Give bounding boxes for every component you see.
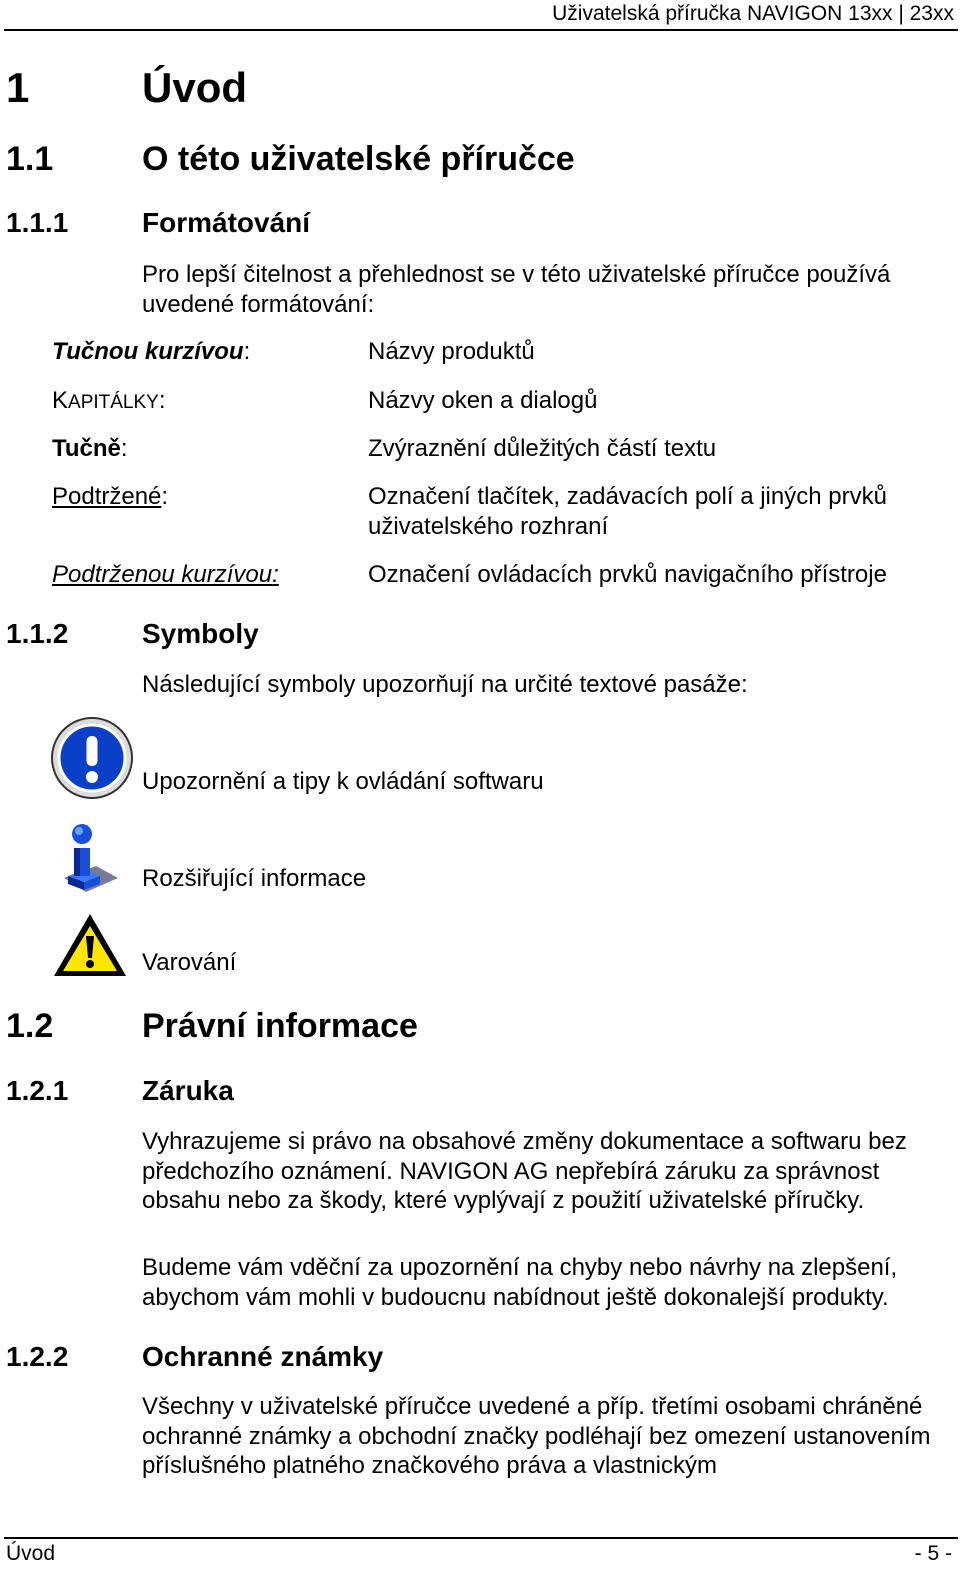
header-rule [4, 29, 958, 31]
running-header: Uživatelská příručka NAVIGON 13xx | 23xx [552, 2, 954, 25]
format-desc-underline-italic: Označení ovládacích prvků navigačního přístroje [368, 561, 887, 588]
section-1-1-2-number: 1.1.2 [6, 618, 69, 649]
chapter-number: 1 [6, 64, 30, 111]
section-1-1-2-title: Symboly [142, 618, 259, 649]
symbols-intro: Následující symboly upozorňují na určité textové pasáže: [142, 671, 748, 698]
section-1-1-title: O této uživatelské příručce [142, 140, 575, 178]
warranty-paragraph-1: Vyhrazujeme si právo na obsahové změny dokumentace a softwaru bez předchozího oznámení. NAVIGON AG nepřebírá záruku za správnost obsahu nebo za škody, které vyplývají z použití uživatelské příručky. [142, 1128, 907, 1214]
section-1-1-number: 1.1 [6, 140, 54, 178]
symbol-text-info: Rozšiřující informace [142, 865, 367, 892]
format-label-bold-italic: Tučnou kurzívou: [52, 338, 251, 365]
section-1-2-2-number: 1.2.2 [6, 1341, 69, 1372]
footer-section-name: Úvod [6, 1542, 56, 1565]
format-desc-underline: Označení tlačítek, zadávacích polí a jiných prvků uživatelského rozhraní [368, 483, 887, 540]
section-1-1-1-title: Formátování [142, 207, 311, 238]
section-1-2-1-title: Záruka [142, 1075, 234, 1106]
format-label-small-caps: KAPITÁLKY: [52, 387, 166, 414]
warranty-paragraph-2: Budeme vám vděční za upozornění na chyby nebo návrhy na zlepšení, abychom vám mohli v budoucnu nabídnout ještě dokonalejší produkty. [142, 1254, 898, 1311]
section-1-2-title: Právní informace [142, 1007, 418, 1045]
symbol-text-warning: Varování [142, 949, 237, 976]
info-figure-icon [56, 820, 124, 894]
trademarks-paragraph-1: Všechny v uživatelské příručce uvedené a příp. třetími osobami chráněné ochranné známky a obchodní značky podléhají bez omezení ustanovením příslušného platného značkového práva a vlastnickým [142, 1393, 931, 1479]
section-1-1-1-number: 1.1.1 [6, 207, 69, 238]
format-label-underline: Podtržené: [52, 483, 169, 510]
exclamation-icon [50, 716, 134, 800]
section-1-2-2-title: Ochranné známky [142, 1341, 384, 1372]
footer-page-number: - 5 - [914, 1542, 952, 1565]
symbol-text-tips: Upozornění a tipy k ovládání softwaru [142, 768, 544, 795]
format-label-bold: Tučně: [52, 435, 128, 462]
format-desc-small-caps: Názvy oken a dialogů [368, 387, 598, 414]
warning-triangle-icon [52, 912, 128, 978]
format-desc-bold: Zvýraznění důležitých částí textu [368, 435, 717, 462]
format-label-underline-italic: Podtrženou kurzívou: [52, 561, 279, 588]
section-1-2-number: 1.2 [6, 1007, 54, 1045]
formatting-intro: Pro lepší čitelnost a přehlednost se v této uživatelské příručce používá uvedené formátování: [142, 261, 891, 318]
format-desc-bold-italic: Názvy produktů [368, 338, 535, 365]
section-1-2-1-number: 1.2.1 [6, 1075, 69, 1106]
chapter-title: Úvod [142, 64, 247, 111]
footer-rule [4, 1537, 958, 1539]
